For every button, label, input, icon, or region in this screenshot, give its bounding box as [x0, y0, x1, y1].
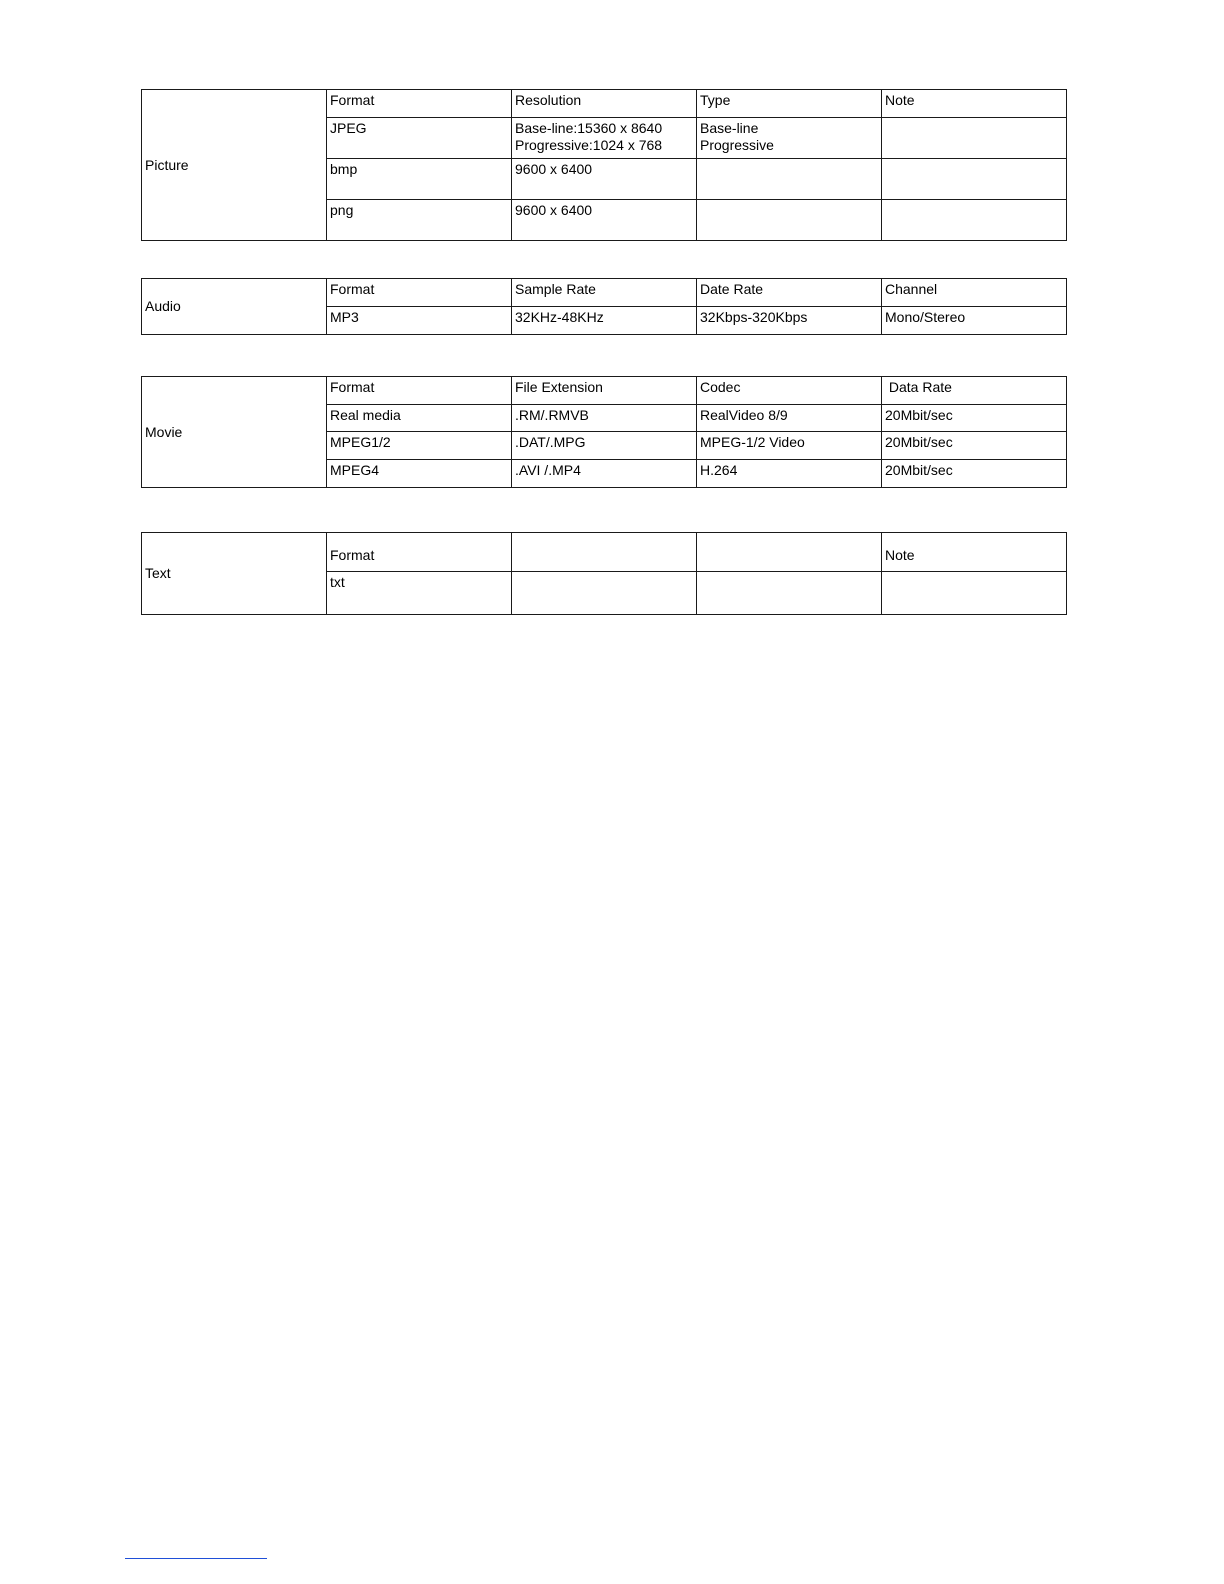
resolution-line: Progressive:1024 x 768 — [515, 137, 663, 153]
audio-header-channel: Channel — [882, 279, 1067, 307]
resolution-line: Base-line:15360 x 8640 — [515, 120, 663, 136]
audio-header-sample-rate: Sample Rate — [512, 279, 697, 307]
movie-codec-cell: RealVideo 8/9 — [697, 405, 882, 432]
movie-data-rate-cell: 20Mbit/sec — [882, 432, 1067, 460]
text-header-format: Format — [327, 533, 512, 572]
picture-resolution-cell — [512, 118, 697, 159]
picture-format-cell: bmp — [327, 159, 512, 200]
text-header-note: Note — [882, 533, 1067, 572]
text-header-empty-2 — [697, 533, 882, 572]
movie-header-codec: Codec — [697, 377, 882, 405]
audio-format-cell: MP3 — [327, 307, 512, 335]
audio-sample-rate-cell: 32KHz-48KHz — [512, 307, 697, 335]
picture-header-format: Format — [327, 90, 512, 118]
movie-format-cell: Real media — [327, 405, 512, 432]
picture-resolution-cell — [512, 200, 697, 241]
picture-note-cell — [882, 159, 1067, 200]
picture-type-cell — [697, 118, 882, 159]
picture-category-cell: Picture — [142, 90, 327, 241]
movie-codec-cell: MPEG-1/2 Video — [697, 432, 882, 460]
movie-data-rate-cell: 20Mbit/sec — [882, 405, 1067, 432]
audio-channel-cell: Mono/Stereo — [882, 307, 1067, 335]
picture-type-cell — [697, 159, 882, 200]
text-table — [141, 532, 1067, 615]
footnote-separator — [125, 1558, 267, 1559]
movie-extension-cell: .AVI /.MP4 — [512, 460, 697, 488]
movie-data-rate-cell: 20Mbit/sec — [882, 460, 1067, 488]
text-empty-cell-2 — [697, 572, 882, 615]
movie-header-row — [142, 377, 1067, 405]
text-note-cell — [882, 572, 1067, 615]
picture-header-type: Type — [697, 90, 882, 118]
text-empty-cell-1 — [512, 572, 697, 615]
movie-format-cell: MPEG4 — [327, 460, 512, 488]
picture-note-cell — [882, 200, 1067, 241]
movie-table — [141, 376, 1067, 488]
picture-format-cell: JPEG — [327, 118, 512, 159]
resolution-line: 9600 x 6400 — [515, 202, 593, 218]
picture-note-cell — [882, 118, 1067, 159]
movie-header-file-extension: File Extension — [512, 377, 697, 405]
movie-category-cell: Movie — [142, 377, 327, 488]
movie-header-format: Format — [327, 377, 512, 405]
text-header-empty-1 — [512, 533, 697, 572]
picture-resolution-cell — [512, 159, 697, 200]
picture-format-cell: png — [327, 200, 512, 241]
picture-header-resolution: Resolution — [512, 90, 697, 118]
audio-header-date-rate: Date Rate — [697, 279, 882, 307]
picture-header-row — [142, 90, 1067, 118]
text-format-cell: txt — [327, 572, 512, 615]
audio-date-rate-cell: 32Kbps-320Kbps — [697, 307, 882, 335]
movie-extension-cell: .DAT/.MPG — [512, 432, 697, 460]
picture-header-note: Note — [882, 90, 1067, 118]
resolution-line: 9600 x 6400 — [515, 161, 593, 177]
text-header-row — [142, 533, 1067, 572]
audio-header-row — [142, 279, 1067, 307]
type-line: Base-line — [700, 120, 759, 136]
audio-header-format: Format — [327, 279, 512, 307]
movie-header-data-rate: Data Rate — [882, 377, 1067, 405]
movie-codec-cell: H.264 — [697, 460, 882, 488]
picture-table — [141, 89, 1067, 241]
audio-category-cell: Audio — [142, 279, 327, 335]
movie-extension-cell: .RM/.RMVB — [512, 405, 697, 432]
audio-table — [141, 278, 1067, 335]
picture-type-cell — [697, 200, 882, 241]
text-category-cell: Text — [142, 533, 327, 615]
type-line: Progressive — [700, 137, 774, 153]
movie-format-cell: MPEG1/2 — [327, 432, 512, 460]
